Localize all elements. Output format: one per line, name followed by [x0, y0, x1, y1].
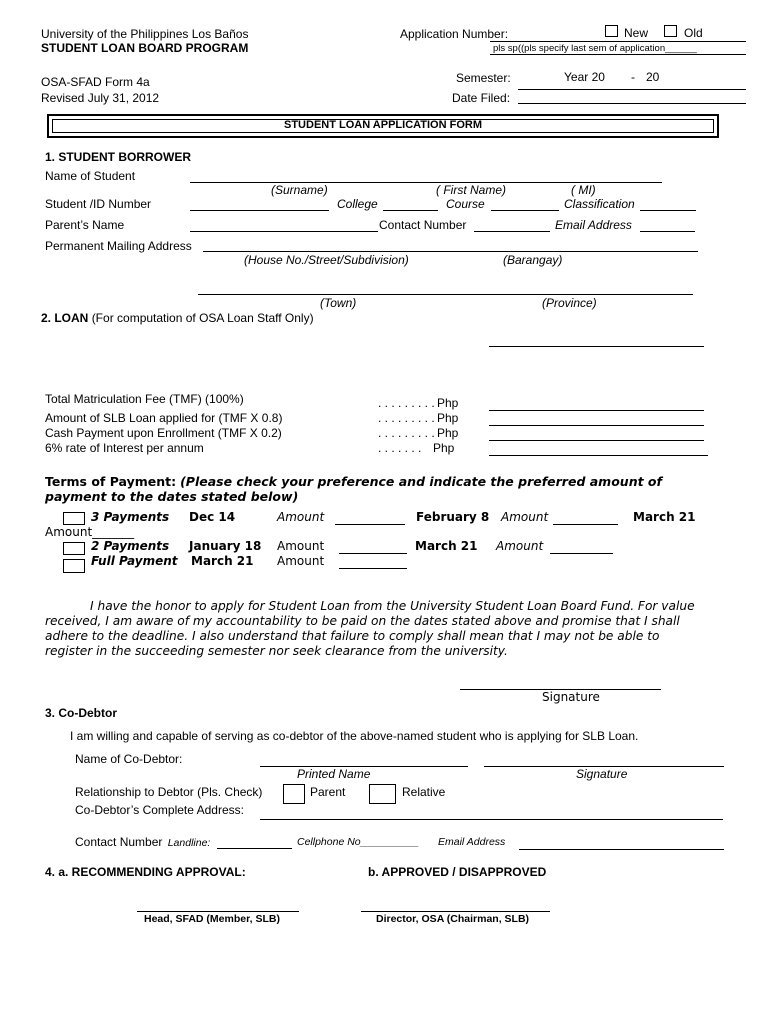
section-3-heading: 3. Co-Debtor	[45, 706, 117, 720]
loan-row-label: Amount of SLB Loan applied for (TMF X 0.8)	[45, 411, 283, 425]
co-debtor-contact-label	[75, 835, 210, 849]
printed-name-caption: Printed Name	[297, 767, 371, 781]
loan-row-label: 6% rate of Interest per annum	[45, 441, 204, 455]
tmf-field[interactable]	[489, 410, 704, 411]
head-sfad-caption: Head, SFAD (Member, SLB)	[144, 913, 280, 925]
three-payments-checkbox[interactable]	[63, 512, 85, 525]
loan-row-label: Cash Payment upon Enrollment (TMF X 0.2)	[45, 426, 282, 440]
loan-row-currency: Php	[437, 396, 459, 410]
two-payments-amount1-field[interactable]	[339, 553, 407, 554]
three-payments-date3: March 21	[633, 510, 696, 524]
college-label: College	[337, 197, 378, 211]
house-caption: (House No./Street/Subdivision)	[244, 253, 409, 267]
application-number-label: Application Number:	[400, 27, 509, 41]
signature-caption: Signature	[576, 767, 628, 781]
contact-number-label: Contact Number	[379, 218, 467, 232]
declaration-line: received, I am aware of my accountability to be paid on the dates stated above and promise that I shall	[45, 614, 680, 628]
course-label: Course	[446, 197, 485, 211]
three-payments-amount1-field[interactable]	[335, 524, 405, 525]
student-name-label: Name of Student	[45, 169, 136, 183]
co-debtor-name-label: Name of Co-Debtor:	[75, 752, 183, 766]
declaration-paragraph	[45, 599, 735, 659]
college-field[interactable]	[383, 210, 438, 211]
revised-date: Revised July 31, 2012	[41, 91, 160, 105]
university-name: University of the Philippines Los Baños	[41, 27, 249, 41]
loan-row-label: Total Matriculation Fee (TMF) (100%)	[45, 392, 244, 406]
director-caption: Director, OSA (Chairman, SLB)	[376, 913, 530, 925]
terms-heading: Terms of Payment:	[45, 474, 177, 489]
loan-row-dots: . . . . . . . . .	[378, 396, 435, 410]
co-debtor-address-field[interactable]	[260, 819, 723, 820]
barangay-caption: (Barangay)	[503, 253, 563, 267]
parent-checkbox[interactable]	[283, 784, 305, 804]
cellphone-label: Cellphone No__________	[297, 836, 420, 848]
mi-caption: ( MI)	[571, 183, 596, 197]
program-name: STUDENT LOAN BOARD PROGRAM	[41, 41, 249, 55]
loan-row-dots: . . . . . . . . .	[378, 411, 435, 425]
section-2-subheading: (For computation of OSA Loan Staff Only)	[91, 311, 314, 325]
landline-label: Landline:	[167, 837, 211, 849]
two-payments-amount-label: Amount	[277, 539, 325, 553]
interest-field[interactable]	[489, 455, 708, 456]
landline-field[interactable]	[217, 848, 292, 849]
email-label: Email Address	[555, 218, 632, 232]
form-code: OSA-SFAD Form 4a	[41, 75, 150, 89]
mailing-address-label: Permanent Mailing Address	[45, 239, 192, 253]
year-label: Year 20	[564, 70, 605, 84]
student-id-field[interactable]	[190, 210, 329, 211]
classification-label: Classification	[564, 197, 635, 211]
two-payments-amount2-field[interactable]	[550, 553, 613, 554]
declaration-line: adhere to the deadline. I also understand that failure to comply shall mean that I may not be able to	[45, 629, 660, 643]
loan-row-currency: Php	[433, 441, 455, 455]
declaration-line: I have the honor to apply for Student Loan from the University Student Loan Board Fund. For value	[90, 599, 695, 613]
date-filed-label: Date Filed:	[452, 91, 511, 105]
classification-field[interactable]	[640, 210, 696, 211]
two-payments-amount-label-2: Amount	[496, 539, 544, 553]
contact-number-text: Contact Number	[75, 835, 163, 849]
three-payments-label: 3 Payments	[91, 510, 170, 524]
parent-name-field[interactable]	[190, 231, 378, 232]
full-payment-label: Full Payment	[91, 554, 178, 568]
form-title: STUDENT LOAN APPLICATION FORM	[284, 119, 482, 131]
parent-option-label: Parent	[310, 785, 346, 799]
three-payments-amount-wrapped: Amount_______	[45, 525, 135, 539]
surname-caption: (Surname)	[271, 183, 328, 197]
head-sfad-signature-field[interactable]	[137, 911, 299, 912]
course-field[interactable]	[491, 210, 559, 211]
full-payment-amount-field[interactable]	[339, 568, 407, 569]
loan-row-currency: Php	[437, 426, 459, 440]
full-payment-date: March 21	[191, 554, 254, 568]
loan-row-dots: . . . . . . .	[378, 441, 422, 455]
three-payments-date2: February 8	[416, 510, 490, 524]
mailing-address-field[interactable]	[203, 251, 698, 252]
date-filed-field[interactable]	[518, 103, 746, 104]
full-payment-amount-label: Amount	[277, 554, 325, 568]
town-province-field[interactable]	[198, 294, 693, 295]
two-payments-date1: January 18	[189, 539, 262, 553]
relationship-label: Relationship to Debtor (Pls. Check)	[75, 785, 263, 799]
loan-row-dots: . . . . . . . . .	[378, 426, 435, 440]
new-checkbox[interactable]	[605, 25, 618, 37]
old-checkbox[interactable]	[664, 25, 677, 37]
relative-option-label: Relative	[402, 785, 446, 799]
loan-staff-field[interactable]	[489, 346, 704, 347]
parent-name-label: Parent’s Name	[45, 218, 125, 232]
full-payment-checkbox[interactable]	[63, 559, 85, 573]
email-field[interactable]	[640, 231, 695, 232]
co-debtor-email-field[interactable]	[519, 849, 724, 850]
semester-label: Semester:	[456, 71, 511, 85]
slb-loan-field[interactable]	[489, 425, 704, 426]
application-number-field[interactable]	[490, 41, 746, 42]
cash-payment-field[interactable]	[489, 440, 704, 441]
two-payments-label: 2 Payments	[91, 539, 170, 553]
approved-heading: b. APPROVED / DISAPPROVED	[368, 865, 547, 879]
borrower-signature-caption: Signature	[542, 690, 600, 704]
year-dash: -	[631, 70, 635, 84]
new-label: New	[624, 26, 649, 40]
section-2-heading: 2. LOAN	[41, 311, 89, 325]
declaration-line: register in the succeeding semester nor seek clearance from the university.	[45, 644, 508, 658]
terms-note-2: payment to the dates stated below)	[45, 489, 299, 504]
section-2-heading-wrap	[41, 311, 314, 325]
three-payments-amount-label: Amount	[277, 510, 325, 524]
terms-line-1	[45, 474, 662, 489]
terms-note: (Please check your preference and indicate the preferred amount of	[180, 474, 662, 489]
pls-specify-note: pls sp((pls specify last sem of application______	[493, 43, 697, 54]
old-label: Old	[684, 26, 703, 40]
form-title-box	[47, 114, 719, 138]
student-id-label: Student /ID Number	[45, 197, 152, 211]
three-payments-amount2-field[interactable]	[553, 524, 618, 525]
contact-number-field[interactable]	[474, 231, 550, 232]
town-caption: (Town)	[320, 296, 357, 310]
co-debtor-email-label: Email Address	[438, 836, 506, 848]
loan-row-currency: Php	[437, 411, 459, 425]
co-debtor-statement: I am willing and capable of serving as co-debtor of the above-named student who is applying for SLB Loan.	[70, 729, 639, 743]
three-payments-date1: Dec 14	[189, 510, 236, 524]
semester-field[interactable]	[518, 89, 746, 90]
two-payments-date2: March 21	[415, 539, 478, 553]
year-20: 20	[646, 70, 660, 84]
recommending-approval-heading: 4. a. RECOMMENDING APPROVAL:	[45, 865, 246, 879]
director-signature-field[interactable]	[361, 911, 550, 912]
relative-checkbox[interactable]	[369, 784, 396, 804]
three-payments-amount-label-2: Amount	[501, 510, 549, 524]
two-payments-checkbox[interactable]	[63, 542, 85, 555]
section-1-heading: 1. STUDENT BORROWER	[45, 150, 192, 164]
province-caption: (Province)	[542, 296, 597, 310]
first-name-caption: ( First Name)	[436, 183, 506, 197]
co-debtor-address-label: Co-Debtor’s Complete Address:	[75, 803, 244, 817]
application-sem-field[interactable]	[490, 54, 746, 55]
